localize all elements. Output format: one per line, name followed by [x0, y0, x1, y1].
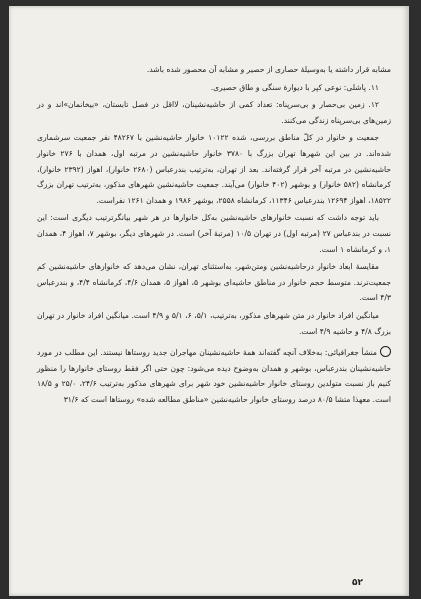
page-number: ۵۲: [352, 578, 363, 588]
paragraph-origin: منشأ جغرافیائی: به‌خلاف آنچه گفته‌اند همهٔ حاشیه‌نشینان مهاجران جدید روستاها نیستند. این مطلب در مورد حاشیه‌نشینان بندرعباس، بوشهر و همدان به‌وضوح دیده می‌شود: چون حتی اگر فقط روستای خانوارها را منظور کنیم باز نسبت متولدین روستای خانوار حاشیه‌نشین خود شهر برای شهرهای مذکور به‌ترتیب ۲۴/۶، ۲۵/۰ و ۱۸/۵ است. معهذا متشا ۸۰/۵ درصد روستای خانوار حاشیه‌نشین «مناطق مطالعه شده» روستاها است که ۳۱/۶: [37, 348, 391, 404]
paragraph-population: جمعیت و خانوار در کلّ مناطق بررسی، شده ۱۰۱۲۲ خانوار حاشیه‌نشین با ۴۸۲۶۷ نفر جمعیت سرشماری شده‌اند. در بین این شهرها تهران بزرگ با ۳۷۸۰ خانوار حاشیه‌نشین در مرتبه اول، همدان با ۲۷۶ خانوار حاشیه‌نشین در مرتبه آخر قرار گرفته‌اند. بعد از تهران، به‌ترتیب بندرعباس (۲۶۸۰ خانوار)، اهواز (۲۳۹۲ خانوار)، کرمانشاه (۵۸۲ خانوار) و بوشهر (۴۰۲ خانوار) می‌آیند. جمعیت حاشیه‌نشین شهرهای مذکور، به‌ترتیب تهران بزرگ ۱۸۵۲۲، اهواز ۱۲۶۹۴ بندرعباس ۱۱۳۴۶، کرمانشاه ۲۵۵۸، بوشهر ۱۹۸۶ و همدان ۱۲۶۱ نفراست.: [37, 133, 391, 205]
body-text: [37, 62, 391, 409]
paragraph-household-size: مقایسهٔ ابعاد خانوار درحاشیه‌نشین ومتن‌شهر، به‌استثنای تهران، نشان می‌دهد که خانوارهای حاشیه‌نشین کم جمعیت‌ترند. متوسط حجم خانوار در مناطق حاشیه‌ای بوشهر ۵، اهواز ۵، همدان ۴/۶، کرمانشاه ۴/۴، و بندرعباس ۴/۳ است.: [37, 262, 391, 303]
list-item-12: ۱۲. زمین بی‌حصار و بی‌سرپناه: تعداد کمی از حاشیه‌نشینان، لااقل در فصل تابستان، «بیخانمان»اند و در زمین‌های بی‌سرپناه زندگی می‌کنند.: [37, 100, 391, 125]
list-item-11: ۱۱. پاشلی: نوعی کپر با دیوارهٔ سنگی و طاق حصیری.: [210, 82, 379, 92]
paragraph-ratio: باید توجه داشت که نسبت خانوارهای حاشیه‌نشین به‌کل خانوارها در هر شهر بیانگرترتیب دیگری است: این نسبت در بندعباس ۲۷ (مرتبه اول) در تهران ۱۰/۵ (مرتبهٔ آخر) است. در شهرهای دیگر، بوشهر ۷، اهواز ۴، همدان ۱، و کرمانشاه ۱ است.: [37, 213, 391, 254]
book-page: [9, 6, 409, 596]
paragraph-continuation: مشابه قرار داشته یا به‌وسیلهٔ حصاری از حصیر و مشابه آن محصور شده باشد.: [146, 65, 391, 74]
paragraph-origin-section: [37, 345, 391, 407]
paragraph-household-average: میانگین افراد خانوار در متن شهرهای مذکور، به‌ترتیب، ۵/۱، ۶، ۵/۱ و ۴/۹ است. میانگین افراد خانوار در تهران بزرگ ۴/۸ و حاشیه ۴/۹ است.: [37, 310, 391, 336]
circle-bullet-icon: [380, 346, 391, 357]
